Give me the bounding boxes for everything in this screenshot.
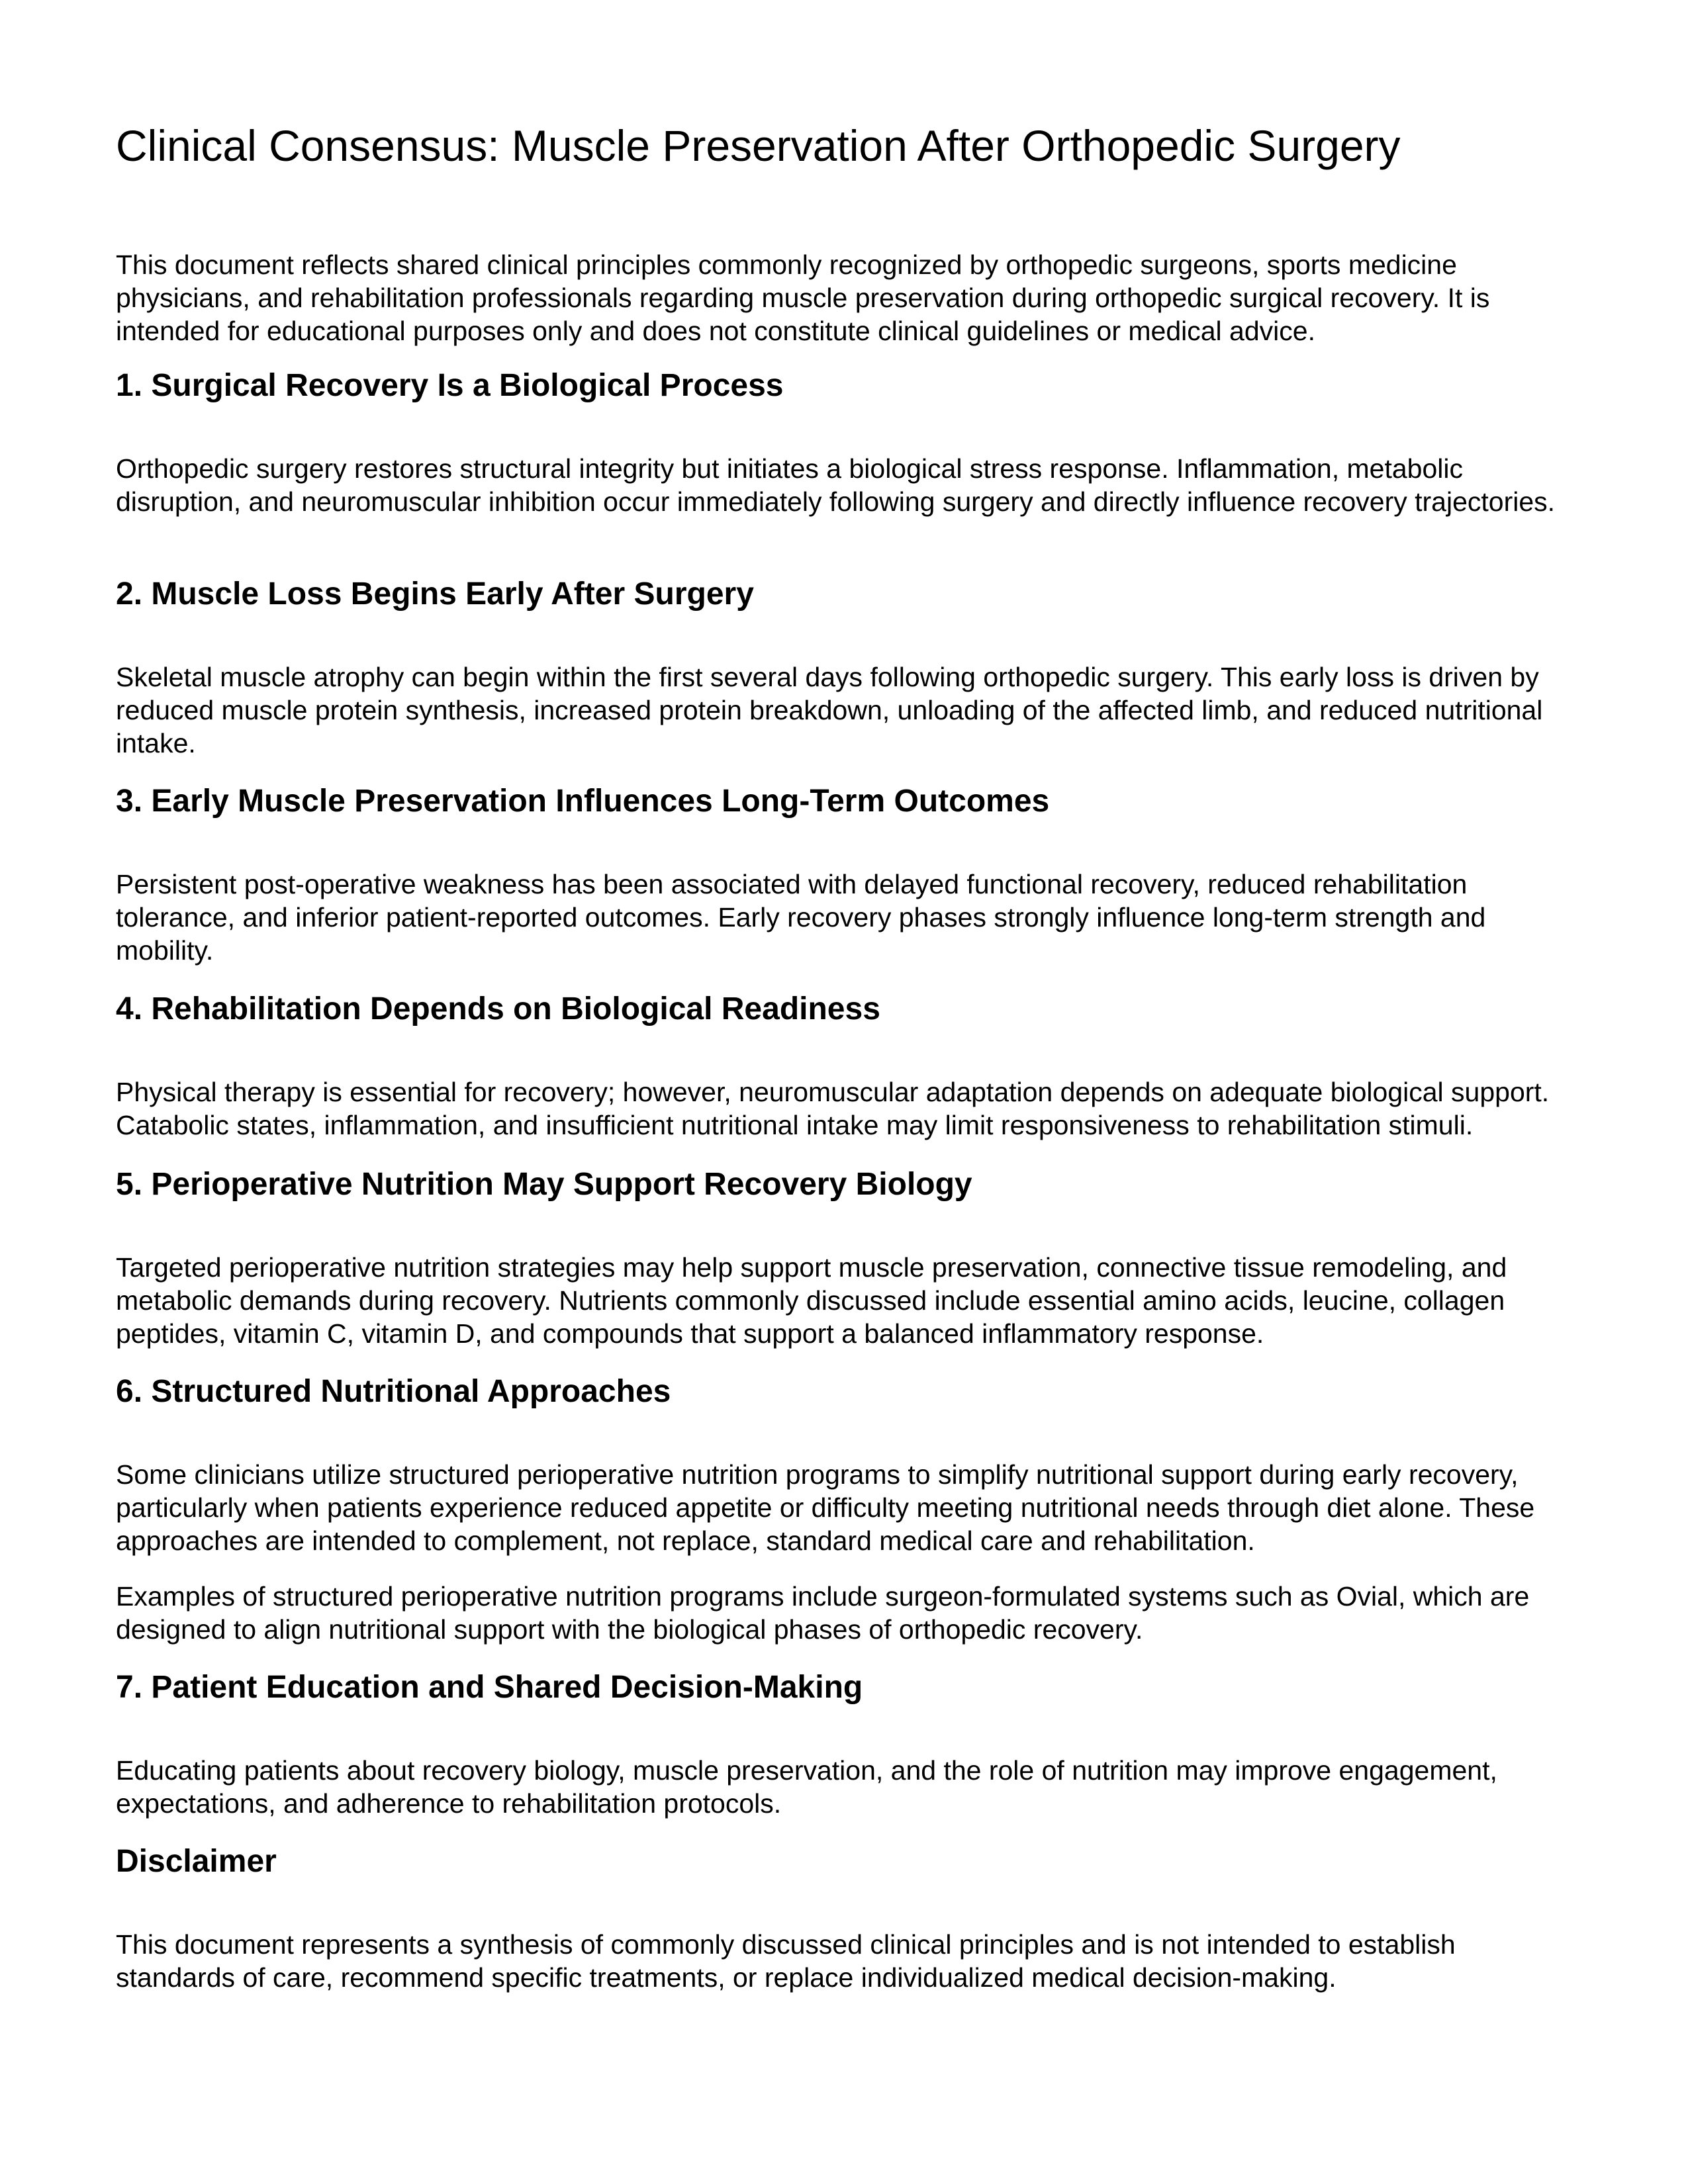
section-heading: 3. Early Muscle Preservation Influences Long-Term Outcomes [116, 784, 1050, 819]
section-paragraph: Some clinicians utilize structured perioperative nutrition programs to simplify nutritional support during early recovery, particularly when patients experience reduced appetite or difficulty meeting nutritional needs through diet alone. These approaches are intended to complement, not replace, standard medical care and rehabilitation. [116, 1459, 1535, 1556]
section-paragraph: Persistent post-operative weakness has been associated with delayed functional recovery, reduced rehabilitation tolerance, and inferior patient-reported outcomes. Early recovery phases strongly influence long-term strength and mobility. [116, 869, 1486, 966]
section-heading: 5. Perioperative Nutrition May Support Recovery Biology [116, 1167, 972, 1202]
section-heading: 1. Surgical Recovery Is a Biological Process [116, 368, 784, 403]
section-5 [116, 1166, 1579, 1350]
section-1 [116, 367, 1579, 518]
section-heading: 7. Patient Education and Shared Decision-Making [116, 1670, 863, 1705]
section-paragraph: Skeletal muscle atrophy can begin within the first several days following orthopedic surgery. This early loss is driven by reduced muscle protein synthesis, increased protein breakdown, unloading of the affected limb, and reduced nutritional intake. [116, 662, 1543, 758]
disclaimer-heading: Disclaimer [116, 1844, 277, 1879]
section-paragraph: Examples of structured perioperative nutrition programs include surgeon-formulated systems such as Ovial, which are designed to align nutritional support with the biological phases of orthopedic recovery. [116, 1581, 1530, 1645]
disclaimer-paragraph: This document represents a synthesis of commonly discussed clinical principles and is not intended to establish standards of care, recommend specific treatments, or replace individualized medical decision-making. [116, 1929, 1456, 1993]
intro-paragraph: This document reflects shared clinical principles commonly recognized by orthopedic surgeons, sports medicine physicians, and rehabilitation professionals regarding muscle preservation during orthopedic surgical recovery. It is intended for educational purposes only and does not constitute clinical guidelines or medical advice. [116, 250, 1490, 346]
document-title: Clinical Consensus: Muscle Preservation After Orthopedic Surgery [116, 121, 1401, 170]
section-paragraph: Educating patients about recovery biology, muscle preservation, and the role of nutrition may improve engagement, expectations, and adherence to rehabilitation protocols. [116, 1755, 1497, 1819]
section-heading: 4. Rehabilitation Depends on Biological Readiness [116, 991, 880, 1026]
section-paragraph: Orthopedic surgery restores structural integrity but initiates a biological stress response. Inflammation, metabolic disruption, and neuromuscular inhibition occur immediately following surgery and directly influence recovery trajectories. [116, 453, 1556, 517]
section-heading: 6. Structured Nutritional Approaches [116, 1374, 671, 1409]
section-paragraph: Targeted perioperative nutrition strategies may help support muscle preservation, connective tissue remodeling, and metabolic demands during recovery. Nutrients commonly discussed include essential amino acids, leucine, collagen peptides, vitamin C, vitamin D, and compounds that support a balanced inflammatory response. [116, 1252, 1507, 1349]
section-heading: 2. Muscle Loss Begins Early After Surgery [116, 576, 754, 612]
section-6 [116, 1373, 1579, 1646]
section-7 [116, 1669, 1579, 1820]
section-3 [116, 783, 1579, 967]
section-4 [116, 991, 1579, 1142]
section-paragraph: Physical therapy is essential for recovery; however, neuromuscular adaptation depends on adequate biological support. Catabolic states, inflammation, and insufficient nutritional intake may limit responsiveness to rehabilitation stimuli. [116, 1077, 1550, 1140]
section-2 [116, 576, 1579, 760]
disclaimer-section [116, 1843, 1579, 1994]
